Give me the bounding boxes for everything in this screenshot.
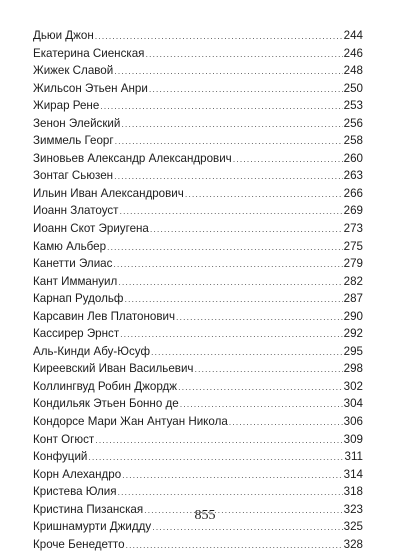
- toc-entry-page: 246: [343, 46, 363, 60]
- toc-entry: [33, 27, 363, 45]
- toc-entry-name: Кассирер Эрнст: [33, 327, 120, 341]
- dot-leader: [122, 467, 343, 485]
- toc-entry-name: Зиммель Георг: [33, 134, 114, 148]
- toc-entry-name: Кроче Бенедетто: [33, 537, 125, 551]
- toc-entry: [33, 325, 363, 343]
- toc-entry-name: Жижек Славой: [33, 64, 114, 78]
- toc-entry-page: 306: [343, 415, 363, 429]
- toc-entry-page: 248: [343, 64, 363, 78]
- toc-entry-name: Конт Огюст: [33, 432, 95, 446]
- toc-entry-page: 258: [343, 134, 363, 148]
- dot-leader: [120, 326, 343, 344]
- toc-entry-page: 256: [343, 116, 363, 130]
- dot-leader: [95, 432, 342, 450]
- toc-entry: [33, 255, 363, 273]
- toc-entry-name: Зиновьев Александр Александрович: [33, 151, 232, 165]
- toc-entry-page: 318: [343, 485, 363, 499]
- toc-entry-name: Коллингвуд Робин Джордж: [33, 379, 178, 393]
- dot-leader: [185, 186, 343, 204]
- toc-entry-name: Канетти Элиас: [33, 257, 113, 271]
- toc-entry: [33, 167, 363, 185]
- toc-entry: [33, 62, 363, 80]
- toc-entry-name: Аль-Кинди Абу-Юсуф: [33, 344, 150, 358]
- dot-leader: [229, 414, 343, 432]
- toc-entry-page: 273: [343, 222, 363, 236]
- dot-leader: [150, 221, 343, 239]
- toc-entry-page: 309: [343, 432, 363, 446]
- toc-entry-name: Жильсон Этьен Анри: [33, 81, 148, 95]
- toc-entry: [33, 448, 363, 466]
- toc-entry-name: Карсавин Лев Платонович: [33, 309, 176, 323]
- dot-leader: [149, 81, 343, 99]
- toc-entry-name: Киреевский Иван Васильевич: [33, 362, 194, 376]
- toc-entry: [33, 308, 363, 326]
- dot-leader: [88, 449, 343, 467]
- toc-entry: [33, 466, 363, 484]
- toc-entry: [33, 45, 363, 63]
- toc-entry-page: 282: [343, 274, 363, 288]
- toc-entry-page: 290: [343, 309, 363, 323]
- toc-entry-page: 328: [343, 537, 363, 551]
- toc-entry: [33, 150, 363, 168]
- toc-entry-page: 292: [343, 327, 363, 341]
- dot-leader: [126, 537, 343, 554]
- toc-entry-page: 298: [343, 362, 363, 376]
- toc-entry-name: Кант Иммануил: [33, 274, 118, 288]
- toc-entry: [33, 220, 363, 238]
- toc-entry-name: Кондильяк Этьен Бонно де: [33, 397, 179, 411]
- dot-leader: [176, 309, 343, 327]
- toc-entry-name: Кристина Пизанская: [33, 502, 144, 516]
- toc-entry-name: Жирар Рене: [33, 99, 100, 113]
- toc-entry-name: Дьюи Джон: [33, 29, 94, 42]
- toc-entry: [33, 273, 363, 291]
- toc-entry-page: 263: [343, 169, 363, 183]
- toc-entry-page: 275: [343, 239, 363, 253]
- toc-entry-page: 323: [343, 502, 363, 516]
- toc-entry-page: 302: [343, 379, 363, 393]
- toc-entry-page: 253: [343, 99, 363, 113]
- toc-entry-page: 250: [343, 81, 363, 95]
- dot-leader: [233, 151, 343, 169]
- toc-entry: [33, 413, 363, 431]
- toc-entry-name: Карнап Рудольф: [33, 292, 124, 306]
- dot-leader: [124, 291, 342, 309]
- toc-entry: [33, 483, 363, 501]
- toc-entry: [33, 290, 363, 308]
- toc-entry-page: 314: [343, 467, 363, 481]
- toc-entry-name: Зенон Элейский: [33, 116, 121, 130]
- toc-entry-page: 266: [343, 186, 363, 200]
- dot-leader: [100, 98, 342, 116]
- dot-leader: [178, 379, 343, 397]
- dot-leader: [145, 46, 342, 64]
- dot-leader: [114, 63, 342, 81]
- toc-entry-name: Екатерина Сиенская: [33, 46, 145, 60]
- dot-leader: [194, 361, 342, 379]
- toc-entry: [33, 80, 363, 98]
- toc-entry-name: Кришнамурти Джидду: [33, 520, 152, 534]
- toc-entry-name: Конфуций: [33, 450, 88, 464]
- toc-entry-name: Иоанн Златоуст: [33, 204, 119, 218]
- dot-leader: [115, 133, 343, 151]
- dot-leader: [107, 239, 343, 257]
- dot-leader: [118, 484, 343, 502]
- toc-entry-page: 269: [343, 204, 363, 218]
- toc-entry: [33, 431, 363, 449]
- toc-entry: [33, 395, 363, 413]
- dot-leader: [118, 274, 342, 292]
- toc-entry-page: 325: [343, 520, 363, 534]
- toc-entry: [33, 97, 363, 115]
- toc-entry-name: Кристева Юлия: [33, 485, 117, 499]
- toc-entry-name: Ильин Иван Александрович: [33, 186, 184, 200]
- toc-entry: [33, 360, 363, 378]
- toc-entry-name: Кондорсе Мари Жан Антуан Никола: [33, 415, 228, 429]
- page-number: 855: [194, 508, 216, 523]
- toc-entry-name: Иоанн Скот Эриугена: [33, 222, 149, 236]
- dot-leader: [151, 344, 343, 362]
- dot-leader: [121, 116, 342, 134]
- toc-entry-page: 279: [343, 257, 363, 271]
- toc-entry-page: 287: [343, 292, 363, 306]
- toc-entry: [33, 378, 363, 396]
- toc-entry-page: 244: [343, 29, 363, 42]
- toc-entry: [33, 343, 363, 361]
- toc-entry-name: Камю Альбер: [33, 239, 107, 253]
- toc-entry: [33, 185, 363, 203]
- table-of-contents: [33, 27, 363, 553]
- toc-entry: [33, 238, 363, 256]
- toc-entry-page: 295: [343, 344, 363, 358]
- dot-leader: [95, 28, 343, 46]
- dot-leader: [114, 168, 343, 186]
- toc-entry-page: 260: [343, 151, 363, 165]
- toc-entry-page: 304: [343, 397, 363, 411]
- toc-entry: [33, 202, 363, 220]
- dot-leader: [180, 396, 343, 414]
- dot-leader: [120, 203, 343, 221]
- toc-entry: [33, 132, 363, 150]
- toc-entry-name: Корн Алехандро: [33, 467, 122, 481]
- toc-entry-page: 311: [344, 450, 363, 464]
- toc-entry: [33, 536, 363, 554]
- toc-entry-name: Зонтаг Сьюзен: [33, 169, 114, 183]
- toc-entry: [33, 115, 363, 133]
- dot-leader: [113, 256, 342, 274]
